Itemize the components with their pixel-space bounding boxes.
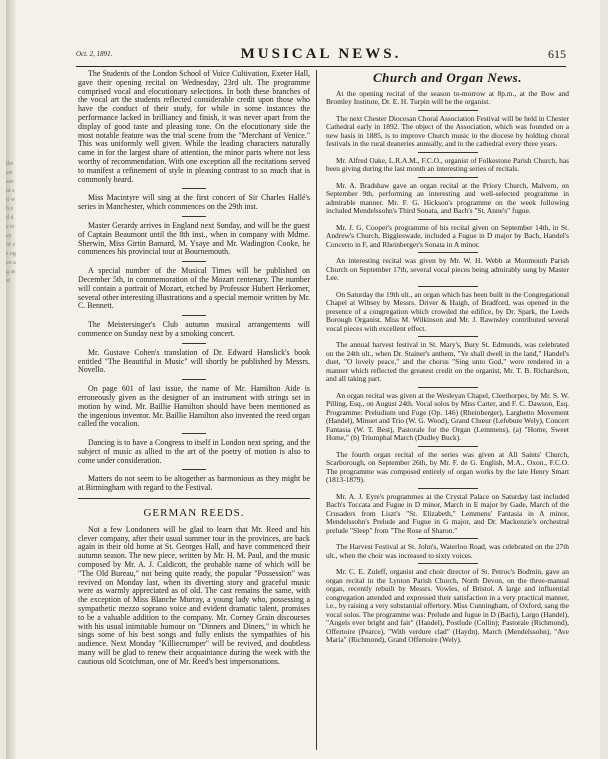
news-item: An organ recital was given at the Wesleyan Chapel, Cleethorpes, by Mr. S. W. Pilling, Esq., on August 24th. Vocal solos by Miss Carter, and F. C. Dawson, Esq. Programme: Preludium und Fuge (Op. 146) (Rheinberger), Larghetto Movement (Handel), Minuet and Trio (W. G. Wood), Grand Chœur (Lefebure Wely), Concert Fantasia (W. T. Best), Pastorale for the Organ (Lemmens), (a) "Home, Sweet Home," (b) Triumphal March (Dudley Buck). [326, 390, 569, 442]
separator [418, 152, 478, 153]
separator [182, 261, 206, 262]
article-paragraph: A special number of the Musical Times will be published on December 5th, in commemoration of the Mozart centenary. The number will contain a portrait of Mozart, etched by Professor Hubert Herkomer, several other interesting illustrations and a special memoir written by Mr. C. Bennett. [78, 266, 310, 311]
article-paragraph: Mr. Gustave Cohen's translation of Dr. Edward Hanslick's book entitled "The Beautiful in Music" will shortly be published by Messrs. Novello. [78, 347, 310, 375]
separator [418, 446, 478, 447]
news-item: Mr. Alfred Oake, L.R.A.M., F.C.O., organist of Folkestone Parish Church, has been giving during the last month an interesting series of recitals. [326, 155, 569, 173]
left-column [78, 70, 310, 755]
separator [418, 252, 478, 253]
article-paragraph: The Meistersinger's Club autumn musical arrangements will commence on Sunday next by a smoking concert. [78, 320, 310, 338]
separator [418, 538, 478, 539]
gutter-text-fragments: the ser ase nt sti wh ed de rs ay of es ng en ag as st [6, 161, 16, 284]
separator [182, 216, 206, 217]
header-page-number: 615 [548, 47, 566, 61]
column-divider [316, 70, 317, 750]
article-paragraph: The Students of the London School of Voice Cultivation, Exeter Hall, gave their opening recital on Wednesday, 23rd ult. The programme comprised vocal and elocutionary selections. In both these branches of the vocal art the students reflected considerable credit upon those who have the conduct of their study, for while in some instances the performance lacked in brilliancy and finish, it was never apart from the display of good taste and pleasing tone. On the elocutionary side the most notable feature was the trial scene from the "Merchant of Venice." This was uniformly well given. While the leading characters naturally came in for the largest share of attention, the minor parts where not less worthy of recommendation. With one exception all the recitations served to manifest a refinement of style in pleasing contrast to so much that is commonly heard. [78, 70, 310, 184]
separator [418, 177, 478, 178]
page-header [76, 46, 566, 64]
right-column [326, 70, 569, 755]
news-item: Mr. C. E. Zuleff, organist and choir director of St. Petroc's Bodmin, gave an organ recital in the Lynton Parish Church, North Devon, on the three-manual organ, recently rebuilt by Messrs. Vowles, of Bristol. A large and influential congregation attended and expressed their satisfaction in a very practical manner, i.e., by raising a very substantial offertory. Miss Cunningham, of Oxford, sang the vocal solos. The programme was: Prelude and fugue in D (Bach), Largo (Handel), "Angels ever bright and fair" (Handel), Postlude (Collin); Pastorale (Richmond), Offertoire (Pearce), "With verdure clad" (Haydn), March (Mendelssohn), "Ave Maria" (Richmond), Grand Offertoire (Wely). [326, 567, 569, 644]
news-item: The annual harvest festival in St. Mary's, Bury St. Edmunds, was celebrated on the 24th ult., when Dr. Stainer's anthem, "Ye shall dwell in the land," Handel's duet, "O lovely peace," and the chorus "Sing unto God," were rendered in a manner which reflected the greatest credit on the organist, Mr. T. B. Richardson, and all taking part. [326, 340, 569, 383]
article-paragraph: On page 601 of last issue, the name of Mr. Hamilton Aide is erroneously given as the designer of an instrument with strings set in motion by wind. Mr. Baillie Hamilton should have been mentioned as the ingenious inventor. Mr. Baillie Hamilton also invented the reed organ called the vocalion. [78, 384, 310, 429]
separator [418, 336, 478, 337]
article-paragraph: Miss Macintyre will sing at the first concert of Sir Charles Hallé's series in Manchester, which commences on the 29th inst. [78, 193, 310, 212]
news-item: The next Chester Diocesan Choral Association Festival will be held in Chester Cathedral early in 1892. The object of the Association, which was founded on a new basis in 1885, is to improve Church music in the diocese by holding choral festivals in the rural deaneries annually, and in the cathedral every three years. [326, 113, 569, 148]
separator [182, 188, 206, 189]
news-item: Mr. J. G. Cooper's programme of his recital given on September 14th, in St. Andrew's Church, Biggleswade, included a Fugue in D major by Bach, Handel's Concerto in F, and Rheinberger's Sonata in A minor. [326, 222, 569, 249]
section-rule [78, 498, 310, 499]
article-paragraph: Matters do not seem to be altogether as harmonious as they might be at Birmingham with regard to the Festival. [78, 474, 310, 493]
separator [182, 379, 206, 380]
article-paragraph: Not a few Londoners will be glad to learn that Mr. Reed and his clever company, after their usual summer tour in the provinces, are back again in their old home at St. Georges Hall, and have commenced their autumn season. The new piece, written by Mr. H. M. Paul, and the music composed by Mr. A. J. Caldicott, the probable name of which will be "The Old Bureau," not being quite ready, the popular "Possession" was revived on Monday last, when its diverting story and graceful music were as warmly appreciated as of old. The cast remains the same, with the exception of Miss Blanche Murray, a young lady who, possessing a sympathetic mezzo soprano voice and evident dramatic talent, promises to be a valuable addition to the company. Mr. Corney Grain discourses with his usual inimitable humour on "Dinners and Diners," in which he sings some of his best songs and fully enlists the sympathies of his audience. Next Monday "Killiecrumper" will be revived, and doubtless many will be glad to renew their acquaintance during the week with the cautious old Scotchman, one of Mr. Reed's best impersonations. [78, 524, 310, 666]
section-title-church-organ-news: Church and Organ News. [373, 70, 522, 85]
separator [182, 469, 206, 470]
separator [418, 387, 478, 388]
article-paragraph: Master Gerardy arrives in England next Sunday, and will be the guest of Captain Beaumont until the 8th inst., when in company with Mdme. Sherwin, Miss Girtin Barnard, M. Ysaye and Mr. Wadington Cooke, he commences his provincial tour at Bournemouth. [78, 220, 310, 257]
binding-gutter [6, 0, 16, 759]
separator [182, 343, 206, 344]
header-rule [76, 66, 566, 67]
separator [418, 286, 478, 287]
news-item: An interesting recital was given by Mr. W. H. Webb at Monmouth Parish Church on September 17th, several vocal pieces being admirably sung by Master Lee. [326, 256, 569, 282]
header-date: Oct. 2, 1891. [76, 50, 113, 58]
header-title: MUSICAL NEWS. [240, 46, 402, 62]
section-title-german-reeds: GERMAN REEDS. [143, 507, 245, 520]
news-item: The Harvest Festival at St. John's, Waterloo Road, was celebrated on the 27th ult., when the choir was increased to sixty voices. [326, 542, 569, 560]
separator [418, 219, 478, 220]
news-item: Mr. A. J. Eyre's programmes at the Crystal Palace on Saturday last included Bach's Toccata and Fugue in D minor, March in E major by Gade, March of the Crusaders from Liszt's "St. Elizabeth," Lemmens' Fantasia in A minor, Mendelssohn's Prelude and Fugue in G major, and Dr. Mackenzie's orchestral prelude "Sleep" from "The Rose of Sharon." [326, 491, 569, 535]
separator [182, 315, 206, 316]
news-item: At the opening recital of the season to-morrow at 8p.m., at the Bow and Bromley Institute, Dr. E. H. Turpin will be the organist. [326, 88, 569, 106]
news-item: Mr. A. Bradshaw gave an organ recital at the Priory Church, Malvern, on September 9th, performing an interesting and well-selected programme in admirable manner. Mr. F. G. Hickson's programme on the week following included Mendelssohn's Third Sonata, and Bach's "St. Anne's" fugue. [326, 180, 569, 215]
separator [418, 110, 478, 111]
separator [418, 488, 478, 489]
news-item: On Saturday the 19th ult., an organ which has been built in the Congregational Chapel at Wibsey by Messrs. Driver & Haigh, of Bradford, was opened in the presence of a congregation which crowded the edifice, by Dr. Spark, the Leeds Borough Organist. Miss M. Wilkinson and Mr. J. Rawnsley contributed several vocal pieces with excellent effect. [326, 289, 569, 333]
article-paragraph: Dancing is to have a Congress to itself in London next spring, and the subject of music as allied to the art of the poetry of motion is also to come under consideration. [78, 438, 310, 465]
separator [182, 433, 206, 434]
separator [418, 563, 478, 564]
news-item: The fourth organ recital of the series was given at All Saints' Church, Scarborough, on September 26th, by Mr. F. de G. English, M.A., Oxon., F.C.O. The programme was composed entirely of organ works by the late Henry Smart (1813-1879). [326, 449, 569, 484]
newspaper-page [6, 0, 600, 759]
